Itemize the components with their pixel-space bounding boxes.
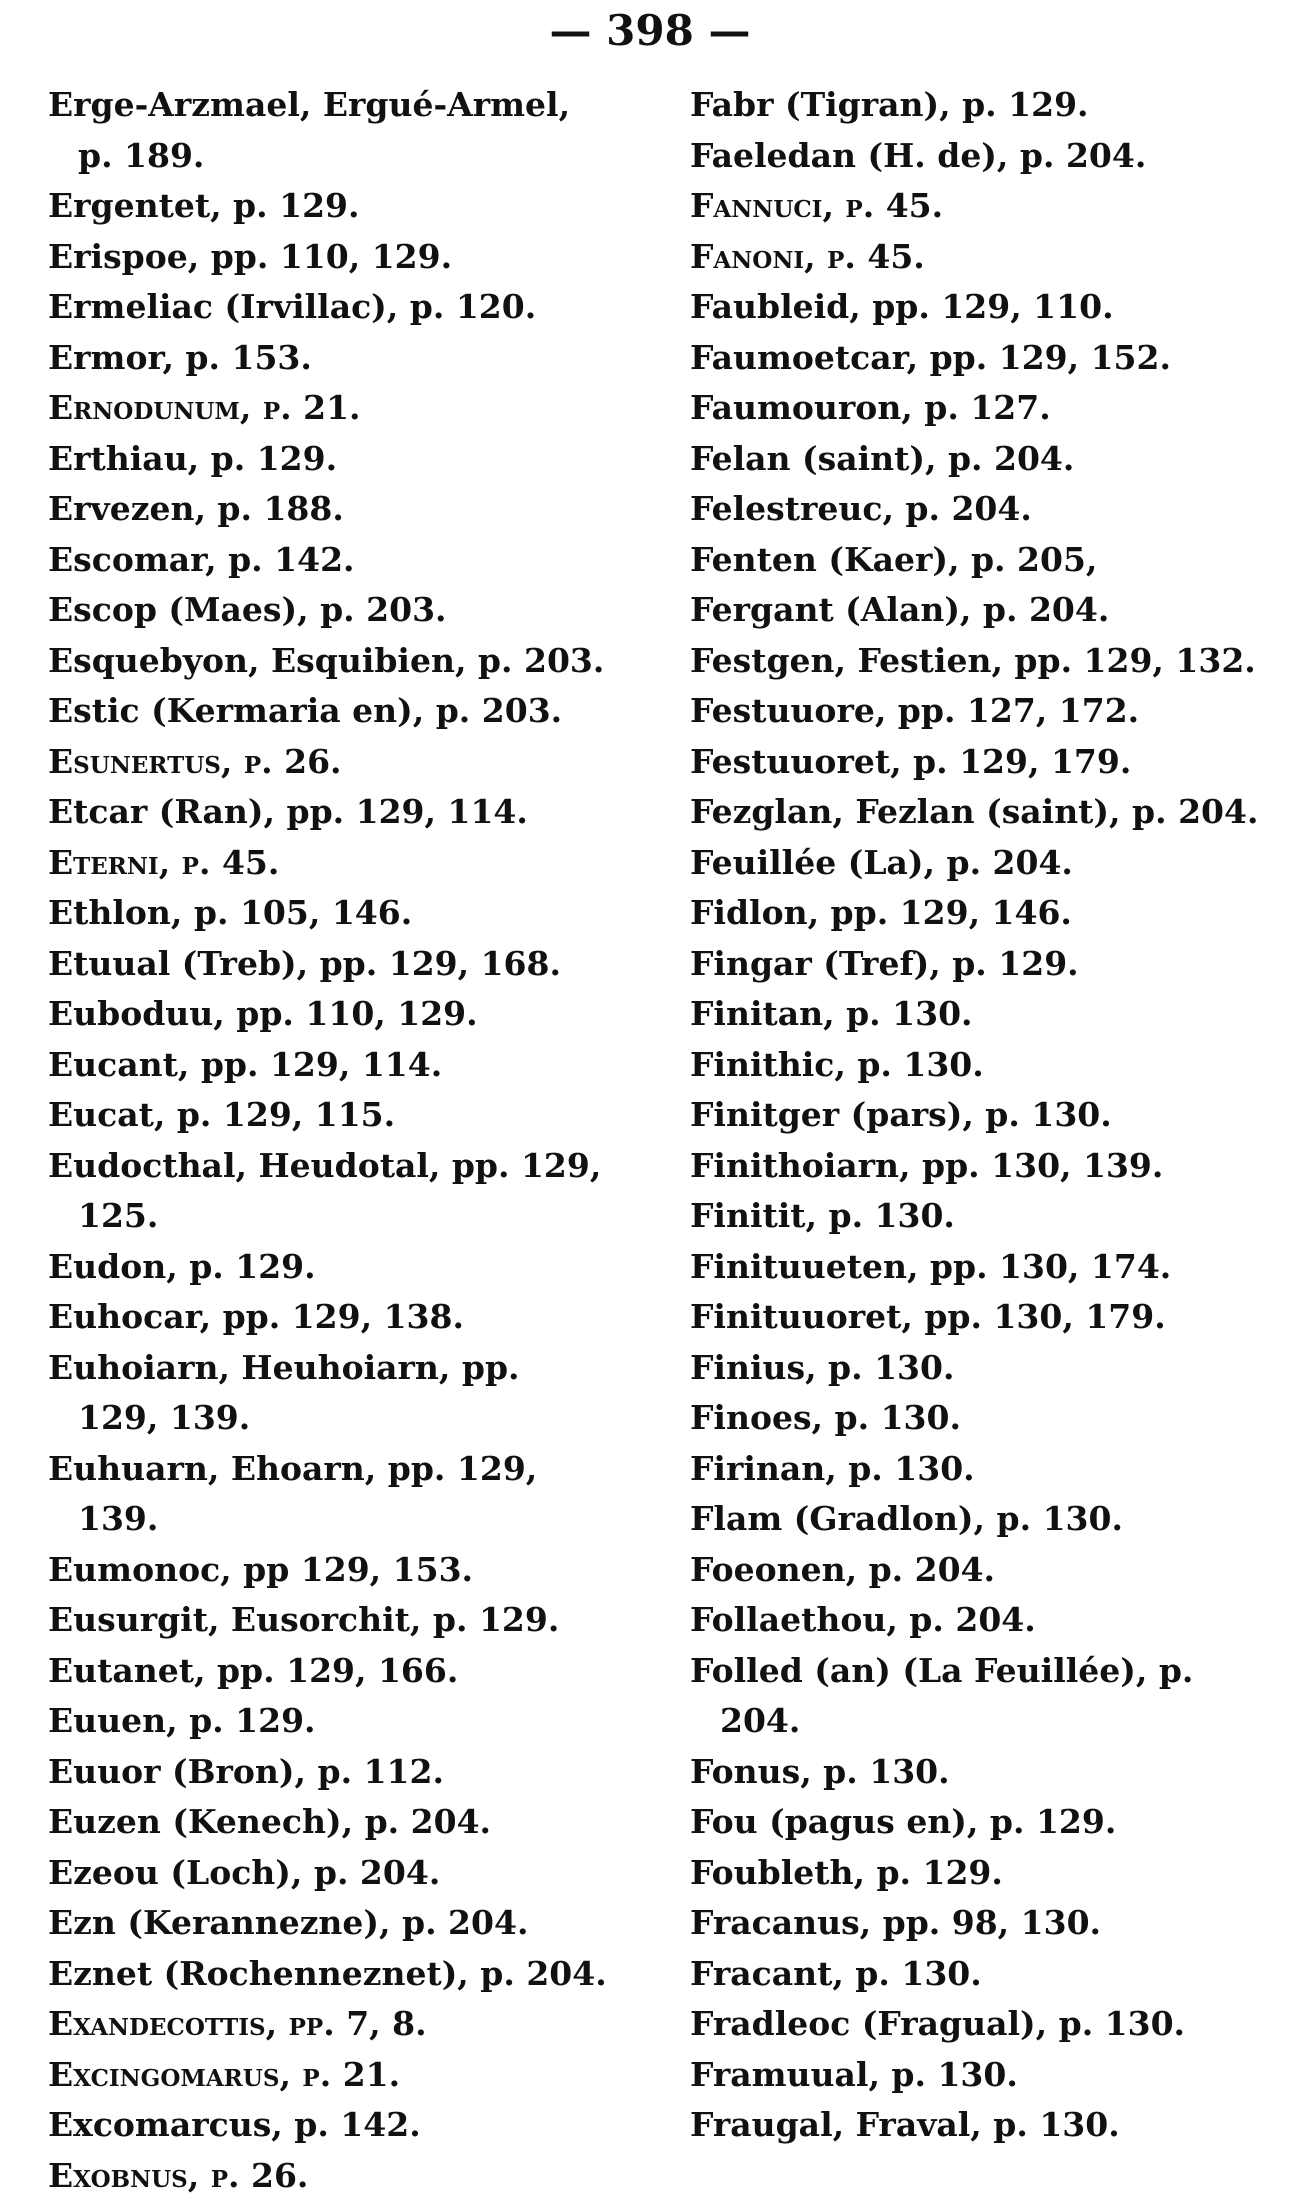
index-entry: Fracanus, pp. 98, 130. — [690, 1898, 1270, 1949]
index-entry: Euboduu, pp. 110, 129. — [48, 989, 608, 1040]
index-entry: Faumoetcar, pp. 129, 152. — [690, 333, 1270, 384]
index-entry: Finitit, p. 130. — [690, 1191, 1270, 1242]
index-entry: Excomarcus, p. 142. — [48, 2100, 608, 2151]
index-entry: Euuor (Bron), p. 112. — [48, 1747, 608, 1798]
index-entry: Fezglan, Fezlan (saint), p. 204. — [690, 787, 1270, 838]
index-entry: Euhocar, pp. 129, 138. — [48, 1292, 608, 1343]
index-entry: Ethlon, p. 105, 146. — [48, 888, 608, 939]
index-entry: Finithoiarn, pp. 130, 139. — [690, 1141, 1270, 1192]
index-column-left — [48, 80, 608, 2201]
index-entry: Fingar (Tref), p. 129. — [690, 939, 1270, 990]
index-entry: Eumonoc, pp 129, 153. — [48, 1545, 608, 1596]
index-entry: Faeledan (H. de), p. 204. — [690, 131, 1270, 182]
index-entry: Fou (pagus en), p. 129. — [690, 1797, 1270, 1848]
index-entry: Escop (Maes), p. 203. — [48, 585, 608, 636]
index-entry: Ezn (Kerannezne), p. 204. — [48, 1898, 608, 1949]
index-entry: Excingomarus, p. 21. — [48, 2050, 608, 2101]
index-entry: Esunertus, p. 26. — [48, 737, 608, 788]
index-entry: Fidlon, pp. 129, 146. — [690, 888, 1270, 939]
index-entry: Finius, p. 130. — [690, 1343, 1270, 1394]
index-entry: Faumouron, p. 127. — [690, 383, 1270, 434]
index-entry: Euuen, p. 129. — [48, 1696, 608, 1747]
page-number: — 398 — — [0, 6, 1300, 55]
index-entry: Foubleth, p. 129. — [690, 1848, 1270, 1899]
index-entry: Ervezen, p. 188. — [48, 484, 608, 535]
index-entry: Eucant, pp. 129, 114. — [48, 1040, 608, 1091]
index-entry: Fonus, p. 130. — [690, 1747, 1270, 1798]
index-entry: Euzen (Kenech), p. 204. — [48, 1797, 608, 1848]
index-entry: Firinan, p. 130. — [690, 1444, 1270, 1495]
index-entry: Felan (saint), p. 204. — [690, 434, 1270, 485]
index-entry: Fradleoc (Fragual), p. 130. — [690, 1999, 1270, 2050]
index-entry: Festuuore, pp. 127, 172. — [690, 686, 1270, 737]
index-entry: Fanoni, p. 45. — [690, 232, 1270, 283]
index-entry: Erge-Arzmael, Ergué-Armel, p. 189. — [48, 80, 608, 181]
index-entry: Etuual (Treb), pp. 129, 168. — [48, 939, 608, 990]
index-entry: Feuillée (La), p. 204. — [690, 838, 1270, 889]
index-entry: Foeonen, p. 204. — [690, 1545, 1270, 1596]
index-entry: Etcar (Ran), pp. 129, 114. — [48, 787, 608, 838]
index-entry: Estic (Kermaria en), p. 203. — [48, 686, 608, 737]
index-entry: Eudocthal, Heudotal, pp. 129, 125. — [48, 1141, 608, 1242]
index-entry: Escomar, p. 142. — [48, 535, 608, 586]
index-entry: Fabr (Tigran), p. 129. — [690, 80, 1270, 131]
index-entry: Festuuoret, p. 129, 179. — [690, 737, 1270, 788]
index-entry: Euhoiarn, Heuhoiarn, pp. 129, 139. — [48, 1343, 608, 1444]
index-entry: Eutanet, pp. 129, 166. — [48, 1646, 608, 1697]
index-entry: Follaethou, p. 204. — [690, 1595, 1270, 1646]
index-entry: Euhuarn, Ehoarn, pp. 129, 139. — [48, 1444, 608, 1545]
index-entry: Fraugal, Fraval, p. 130. — [690, 2100, 1270, 2151]
index-entry: Fracant, p. 130. — [690, 1949, 1270, 2000]
index-entry: Fenten (Kaer), p. 205, — [690, 535, 1270, 586]
index-entry: Eusurgit, Eusorchit, p. 129. — [48, 1595, 608, 1646]
index-column-right — [690, 80, 1270, 2151]
index-entry: Finoes, p. 130. — [690, 1393, 1270, 1444]
index-entry: Finithic, p. 130. — [690, 1040, 1270, 1091]
index-entry: Fergant (Alan), p. 204. — [690, 585, 1270, 636]
index-entry: Eterni, p. 45. — [48, 838, 608, 889]
index-entry: Exandecottis, pp. 7, 8. — [48, 1999, 608, 2050]
index-entry: Flam (Gradlon), p. 130. — [690, 1494, 1270, 1545]
index-entry: Esquebyon, Esquibien, p. 203. — [48, 636, 608, 687]
index-entry: Exobnus, p. 26. — [48, 2151, 608, 2201]
index-entry: Eznet (Rochenneznet), p. 204. — [48, 1949, 608, 2000]
index-entry: Ermor, p. 153. — [48, 333, 608, 384]
index-entry: Eudon, p. 129. — [48, 1242, 608, 1293]
index-entry: Erispoe, pp. 110, 129. — [48, 232, 608, 283]
index-entry: Faubleid, pp. 129, 110. — [690, 282, 1270, 333]
index-entry: Erthiau, p. 129. — [48, 434, 608, 485]
index-entry: Eucat, p. 129, 115. — [48, 1090, 608, 1141]
index-entry: Finitan, p. 130. — [690, 989, 1270, 1040]
index-entry: Framuual, p. 130. — [690, 2050, 1270, 2101]
index-entry: Felestreuc, p. 204. — [690, 484, 1270, 535]
index-entry: Ernodunum, p. 21. — [48, 383, 608, 434]
index-entry: Finituuoret, pp. 130, 179. — [690, 1292, 1270, 1343]
index-entry: Finituueten, pp. 130, 174. — [690, 1242, 1270, 1293]
index-entry: Festgen, Festien, pp. 129, 132. — [690, 636, 1270, 687]
index-entry: Fannuci, p. 45. — [690, 181, 1270, 232]
index-entry: Ermeliac (Irvillac), p. 120. — [48, 282, 608, 333]
index-entry: Ezeou (Loch), p. 204. — [48, 1848, 608, 1899]
index-entry: Finitger (pars), p. 130. — [690, 1090, 1270, 1141]
index-entry: Folled (an) (La Feuillée), p. 204. — [690, 1646, 1270, 1747]
index-entry: Ergentet, p. 129. — [48, 181, 608, 232]
